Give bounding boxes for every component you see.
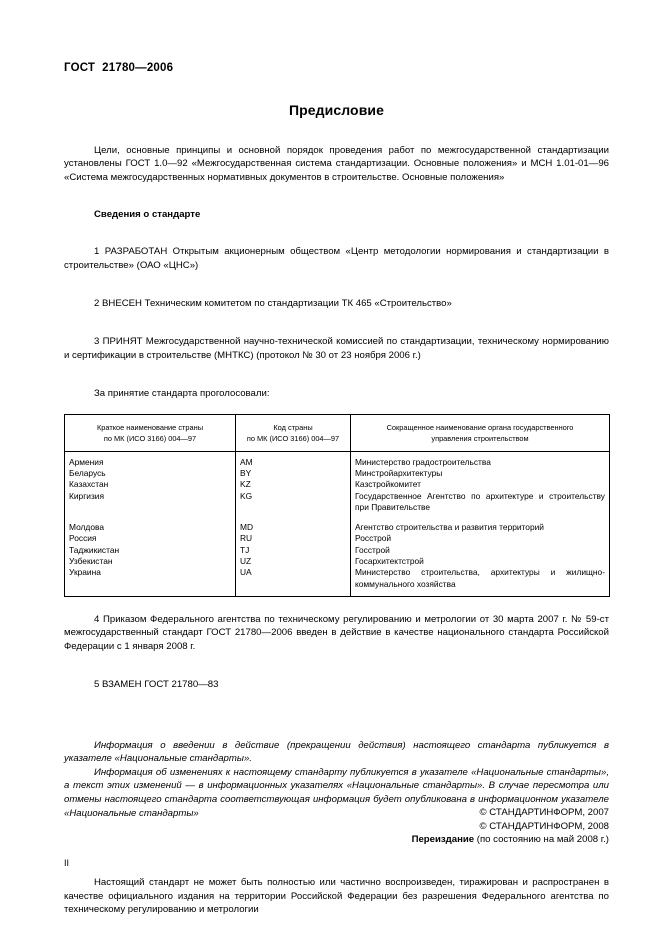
country-name: Украина (69, 567, 101, 578)
table-header-row (65, 414, 610, 451)
col-header-country (65, 414, 236, 451)
page-content (64, 62, 609, 929)
code-group-2 (240, 522, 346, 590)
copyright-2007: © СТАНДАРТИНФОРМ, 2007 (479, 807, 609, 818)
spacer (64, 233, 609, 245)
standard-info-item-3: 3 ПРИНЯТ Межгосударственной научно-технической комиссией по стандартизации, техническому нормированию и сертификации в строительстве (МНТКС) (протокол № 30 от 23 ноября 2006 г.) (64, 336, 609, 361)
col-header-code-line2: по МК (ИСО 3166) 004—97 (246, 433, 340, 443)
spacer (64, 666, 609, 678)
reissue-text: (по состоянию на май 2008 г.) (474, 834, 609, 846)
country-code: KZ (240, 479, 251, 490)
reissue-line (64, 833, 609, 847)
country-name-spacer (69, 579, 231, 590)
table-row (65, 451, 610, 596)
standard-info-item-1: 1 РАЗРАБОТАН Открытым акционерным обществом «Центр методологии нормирования и стандартизации в строительстве» (ОАО «ЦНС») (64, 246, 609, 271)
organization-name: Минстройархитектуры (355, 467, 443, 478)
countries-table (64, 414, 610, 597)
country-code: RU (240, 533, 253, 544)
organization-name: Государственное Агентство по архитектуре и строительству при Правительстве (355, 490, 605, 512)
col-header-organization-line2: управления строительством (431, 433, 529, 443)
spacer (64, 197, 609, 209)
col-header-code (236, 414, 351, 451)
country-code-spacer (240, 579, 346, 590)
table-body (65, 451, 610, 596)
standard-designation (64, 62, 609, 74)
table-header (65, 414, 610, 451)
page-footer (64, 806, 609, 847)
organization-name: Министерство строительства, архитектуры и жилищно-коммунального хозяйства (355, 567, 605, 589)
col-header-code-line1: Код страны (273, 422, 313, 432)
spacer (64, 854, 609, 876)
code-group-1 (240, 457, 346, 513)
col-header-country-line1: Краткое наименование страны (96, 422, 204, 432)
org-group-1 (355, 457, 605, 513)
organization-name: Казстройкомитет (355, 479, 422, 490)
country-name: Беларусь (69, 467, 106, 478)
vote-intro: За принятие стандарта проголосовали: (94, 388, 270, 400)
country-name: Казахстан (69, 479, 109, 490)
country-code: TJ (240, 544, 250, 555)
standard-info-item-5: 5 ВЗАМЕН ГОСТ 21780—83 (94, 679, 219, 691)
page-number: II (64, 858, 70, 868)
organization-name: Министерство градостроительства (355, 456, 491, 467)
cell-country-codes (236, 451, 351, 596)
country-group-1 (69, 457, 231, 513)
country-name: Таджикистан (69, 544, 120, 555)
country-code: MD (240, 522, 254, 533)
country-name: Россия (69, 533, 97, 544)
country-code: KG (240, 490, 253, 501)
organization-name: Агентство строительства и развития территорий (355, 522, 544, 533)
country-code: AM (240, 456, 253, 467)
page-title: Предисловие (288, 102, 385, 118)
col-header-country-line2: по МК (ИСО 3166) 004—97 (103, 433, 197, 443)
org-group-2 (355, 522, 605, 590)
spacer (64, 375, 609, 387)
standard-info-item-2: 2 ВНЕСЕН Техническим комитетом по стандартизации ТК 465 «Строительство» (94, 298, 452, 310)
country-code: BY (240, 467, 252, 478)
country-name: Киргизия (69, 490, 105, 501)
organization-name: Госстрой (355, 544, 390, 555)
reissue-label: Переиздание (411, 834, 475, 846)
cell-organizations (351, 451, 610, 596)
intro-paragraph: Цели, основные принципы и основной порядок проведения работ по межгосударственной стандартизации установлены ГОСТ 1.0—92 «Межгосударственная система стандартизации. Основные положения» и МСН 1.01-01—96 «Система межгосударственных нормативных документов в строительстве. Основные положения» (64, 145, 609, 183)
country-code-spacer (240, 502, 346, 513)
cell-country-names (65, 451, 236, 596)
organization-name: Росстрой (355, 533, 392, 544)
spacer (64, 285, 609, 297)
spacer (64, 705, 609, 739)
country-name-spacer (69, 502, 231, 513)
notice-paragraph-1: Информация о введении в действие (прекращении действия) настоящего стандарта публикуется в указателе «Национальные стандарты». (64, 739, 609, 765)
standard-number: 21780—2006 (102, 62, 174, 74)
standard-info-item-4: 4 Приказом Федерального агентства по техническому регулированию и метрологии от 30 марта 2007 г. № 59-ст межгосударственный стандарт ГОСТ 21780—2006 введен в действие в качестве национального стандарта Российской Федерации с 1 января 2008 г. (64, 613, 609, 652)
col-header-organization (351, 414, 610, 451)
country-group-2 (69, 522, 231, 590)
organization-name: Госархитектстрой (355, 556, 424, 567)
notice-paragraph-2: Информация об изменениях к настоящему стандарту публикуется в указателе «Национальные стандарты», а текст этих изменений — в информационных указателях «Национальные стандарты». В случае пересмотра или отмены настоящего стандарта соответствующая информация будет опубликована в информационном указателе «Национальные стандарты» (64, 766, 609, 819)
country-name: Армения (69, 456, 104, 467)
col-header-organization-line1: Сокращенное наименование органа государственного (386, 422, 574, 432)
country-name: Молдова (69, 522, 104, 533)
copyright-2008: © СТАНДАРТИНФОРМ, 2008 (479, 820, 609, 832)
spacer (64, 323, 609, 335)
standard-prefix: ГОСТ (64, 62, 96, 74)
standard-info-subheading: Сведения о стандарте (94, 209, 201, 221)
reproduction-notice: Настоящий стандарт не может быть полностью или частично воспроизведен, тиражирован и распространен в качестве официального издания на территории Российской Федерации без разрешения Федерального агентства по техническому регулированию и метрологии (64, 877, 609, 915)
country-name: Узбекистан (69, 556, 113, 567)
country-code: UZ (240, 556, 252, 567)
country-code: UA (240, 567, 252, 578)
